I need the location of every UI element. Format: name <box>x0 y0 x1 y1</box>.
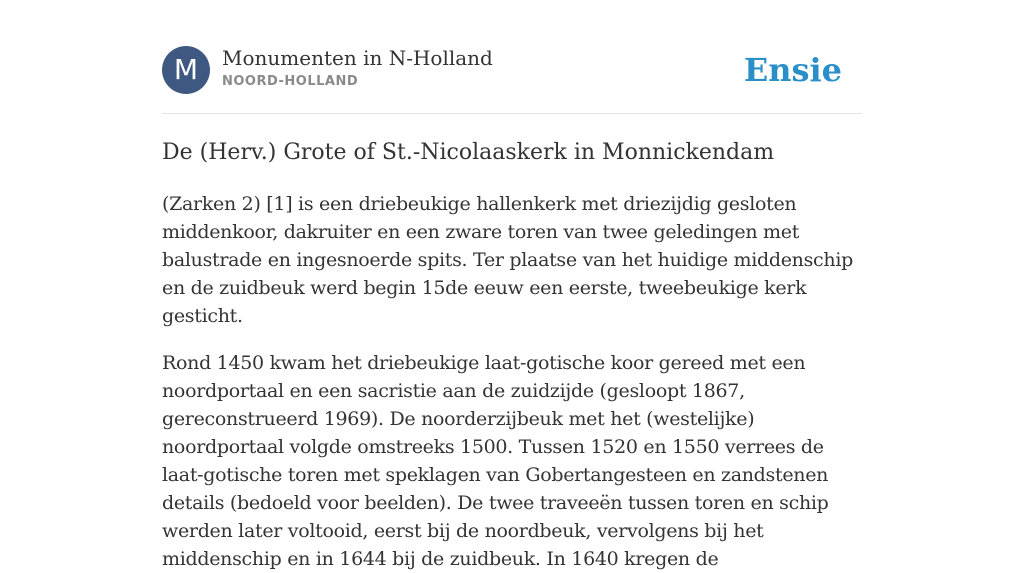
article-paragraph: Rond 1450 kwam het driebeukige laat-gotische koor gereed met een noordportaal en een sacristie aan de zuidzijde (gesloopt 1867, gereconstrueerd 1969). De noorderzijbeuk met het (westelijke) noordportaal volgde omstreeks 1500. Tussen 1520 en 1550 verrees de laat-gotische toren met speklagen van Gobertangesteen en zandstenen details (bedoeld voor beelden). De twee traveeën tussen toren en schip werden later voltooid, eerst bij de noordbeuk, vervolgens bij het middenschip en in 1644 bij de zuidbeuk. In 1640 kregen de <box>162 352 829 570</box>
author-name-link[interactable]: Monumenten in N-Holland <box>222 46 493 70</box>
header-divider <box>162 113 862 114</box>
avatar[interactable]: M <box>162 46 210 94</box>
article-body <box>162 136 862 573</box>
brand-logo[interactable]: Ensie <box>743 51 842 89</box>
article-paragraph: (Zarken 2) [1] is een driebeukige hallenkerk met driezijdig gesloten middenkoor, dakruiter en een zware toren van twee geledingen met balustrade en ingesnoerde spits. Ter plaatse van het huidige middenschip en de zuidbeuk werd begin 15de eeuw een eerste, tweebeukige kerk gesticht. <box>162 193 853 327</box>
author-category-link[interactable]: NOORD-HOLLAND <box>222 74 359 89</box>
article-header <box>162 46 862 96</box>
article-title: De (Herv.) Grote of St.-Nicolaaskerk in Monnickendam <box>162 140 775 165</box>
